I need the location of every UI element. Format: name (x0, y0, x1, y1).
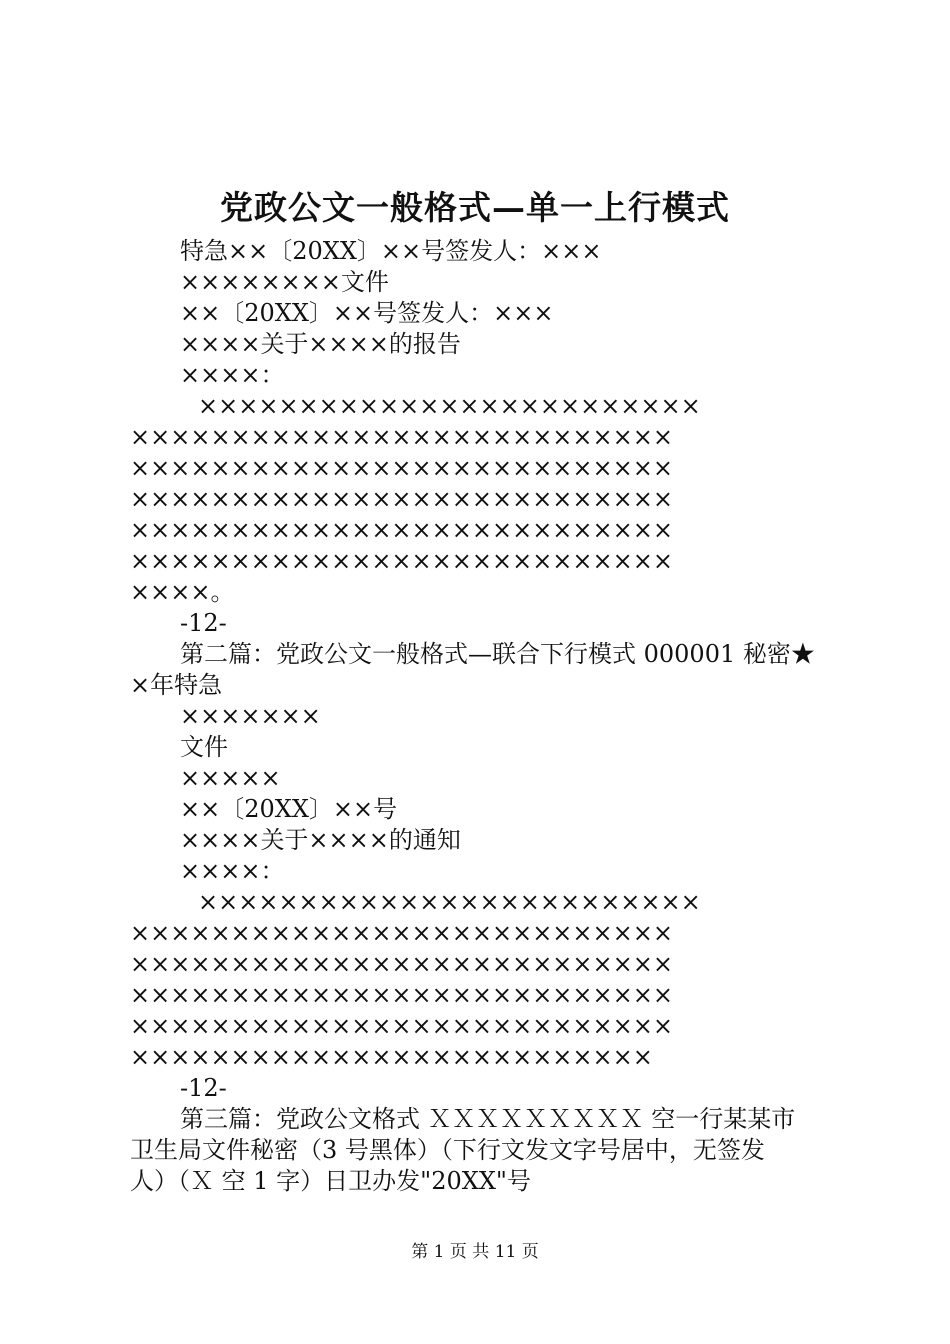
paragraph-line: ××××××××××××××××××××××××××× (130, 547, 673, 575)
paragraph-line: ××××××××××××××××××××××××× (198, 888, 701, 916)
paragraph-line: ××××××××××××××××××××××××××× (130, 454, 673, 482)
section-heading: 第三篇：党政公文格式 ＸＸＸＸＸＸＸＸＸ 空一行某某市 (180, 1105, 796, 1133)
paragraph-line: ××××××××××××××××××××××××××× (130, 950, 673, 978)
text-line: ××××××××文件 (180, 268, 389, 296)
text-line: 特急××〔20XX〕××号签发人：××× (180, 237, 602, 265)
paragraph-line: ××××××××××××××××××××××××××× (130, 516, 673, 544)
section-heading: 第二篇：党政公文一般格式—联合下行模式 000001 秘密★ (180, 640, 815, 668)
paragraph-line: ××××××××××××××××××××××××××× (130, 919, 673, 947)
page-marker: -12- (180, 609, 227, 637)
paragraph-line: ××××××××××××××××××××××××××× (130, 485, 673, 513)
text-line: ××××× (180, 764, 281, 792)
text-line: ××〔20XX〕××号签发人：××× (180, 299, 554, 327)
page-marker: -12- (180, 1074, 227, 1102)
section-heading-cont: ×年特急 (130, 671, 223, 699)
paragraph-line: ××××××××××××××××××××××××××× (130, 1012, 673, 1040)
text-line: ××××××× (180, 702, 321, 730)
text-line: ××××： (180, 857, 285, 885)
text-line: ××××： (180, 361, 285, 389)
section-heading-cont: 人）（Ｘ 空 1 字）日卫办发"20XX"号 (130, 1167, 531, 1195)
document-title: 党政公文一般格式—单一上行模式 (220, 188, 730, 227)
document-body (130, 236, 830, 1197)
paragraph-line: ××××××××××××××××××××××××××× (130, 981, 673, 1009)
section-heading-cont: 卫生局文件秘密（3 号黑体）（下行文发文字号居中，无签发 (130, 1136, 765, 1164)
paragraph-line: ×××××××××××××××××××××××××× (130, 1043, 653, 1071)
paragraph-line: ××××××××××××××××××××××××××× (130, 423, 673, 451)
text-line: ××××关于××××的通知 (180, 826, 461, 854)
paragraph-line: ××××。 (130, 578, 235, 606)
text-line: ××××关于××××的报告 (180, 330, 461, 358)
text-line: 文件 (180, 733, 228, 761)
page-footer: 第 1 页 共 11 页 (411, 1242, 539, 1262)
paragraph-line: ××××××××××××××××××××××××× (198, 392, 701, 420)
text-line: ××〔20XX〕××号 (180, 795, 398, 823)
